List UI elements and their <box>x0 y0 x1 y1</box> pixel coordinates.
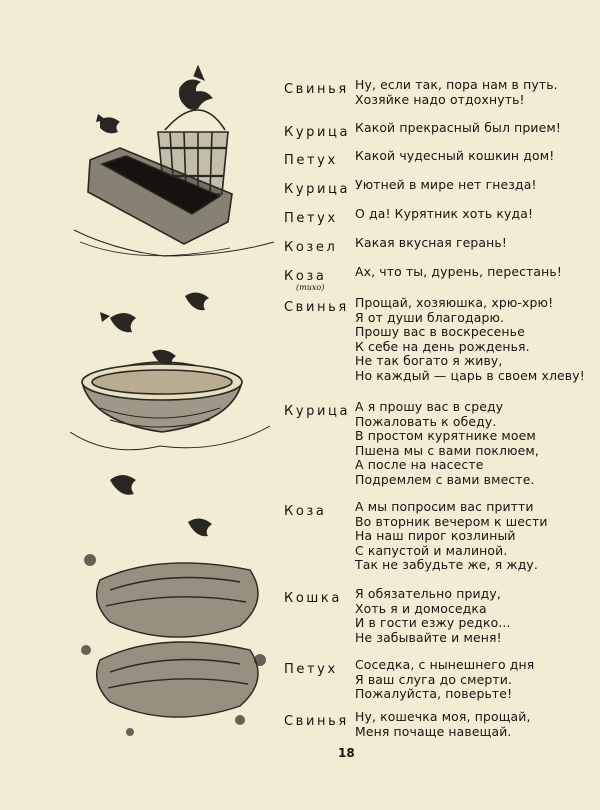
dialogue-block: Я обязательно приду, Хоть я и домоседка И в гости езжу редко... Не забывайте и меня! <box>355 586 511 645</box>
dialogue-block: Ну, если так, пора нам в путь. Хозяйке надо отдохнуть! <box>355 77 558 107</box>
pie-illustration <box>97 563 258 717</box>
dialogue-block: А я прошу вас в среду Пожаловать к обеду. В простом курятнике моем Пшена мы с вами поклюем, А после на насесте Подремлем с вами вместе. <box>355 399 539 487</box>
speaker-label: Козел <box>284 240 338 255</box>
dialogue-block: Какая вкусная герань! <box>355 235 507 250</box>
speaker-label: Петух <box>284 662 338 677</box>
speaker-label: Курица <box>284 404 351 419</box>
speaker-label: Кошка <box>284 591 342 606</box>
dialogue-block: Какой прекрасный был прием! <box>355 120 561 135</box>
dialogue-block: Ах, что ты, дурень, перестань! <box>355 264 562 279</box>
dialogue-block: Соседка, с нынешнего дня Я ваш слуга до смерти. Пожалуйста, поверьте! <box>355 657 535 702</box>
page-number: 18 <box>338 746 355 760</box>
basket-illustration <box>70 362 270 450</box>
stage-direction: (тихо) <box>296 283 325 292</box>
illustration-column <box>70 60 280 760</box>
speaker-label: Курица <box>284 125 351 140</box>
bird-illustration <box>180 66 213 109</box>
speaker-label: Петух <box>284 211 338 226</box>
speaker-label: Петух <box>284 153 338 168</box>
dialogue-block: Какой чудесный кошкин дом! <box>355 148 555 163</box>
dialogue-block: Уютней в мире нет гнезда! <box>355 177 537 192</box>
speaker-label: Свинья <box>284 300 349 315</box>
dialogue-block: О да! Курятник хоть куда! <box>355 206 534 221</box>
speaker-label: Коза <box>284 504 327 519</box>
speaker-label: Курица <box>284 182 351 197</box>
bird-illustration <box>110 475 136 495</box>
bird-illustration <box>100 292 209 366</box>
dialogue-block: Ну, кошечка моя, прощай, Меня почаще навещай. <box>355 709 531 739</box>
dialogue-block: А мы попросим вас притти Во вторник вечером к шести На наш пирог козлиный С капустой и малиной. Так не забудьте же, я жду. <box>355 499 548 573</box>
speaker-label: Коза (тихо) <box>284 269 327 292</box>
dialogue-block: Прощай, хозяюшка, хрю-хрю! Я от души благодарю. Прошу вас в воскресенье К себе на день рожденья. Не так богато я живу, Но каждый — царь в своем хлеву! <box>355 295 585 383</box>
bird-illustration <box>188 518 212 536</box>
speaker-label: Свинья <box>284 82 349 97</box>
bird-illustration <box>96 114 120 133</box>
speaker-label: Свинья <box>284 714 349 729</box>
